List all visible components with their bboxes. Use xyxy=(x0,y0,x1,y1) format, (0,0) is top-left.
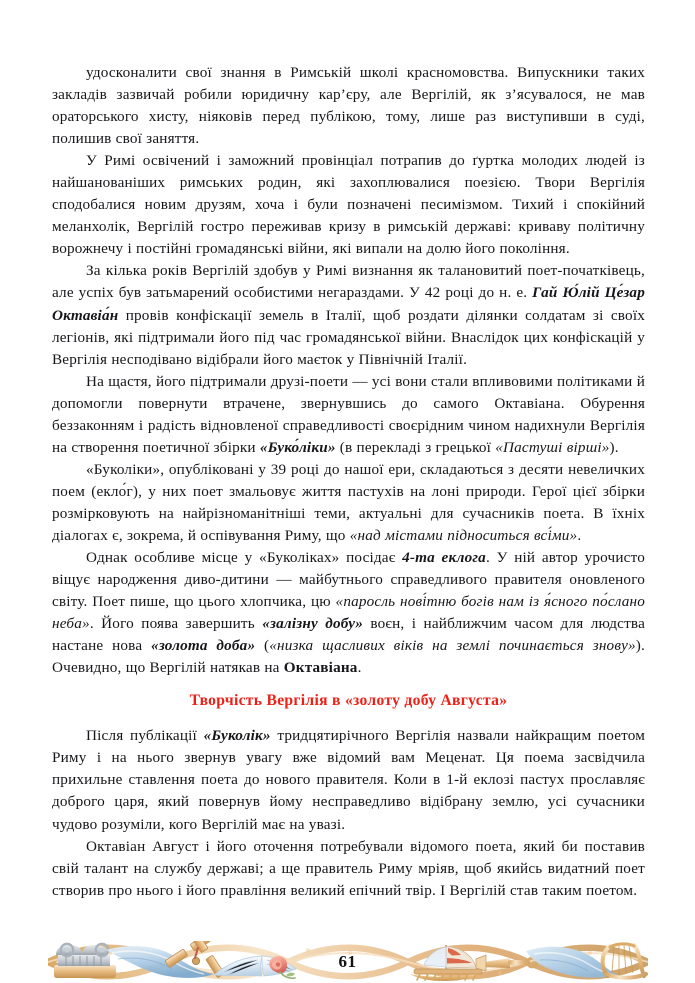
emphasis-golden-age: «золота доба» xyxy=(151,637,256,655)
emphasis-octavian-full-name: Гай Ю́лій Це́зар Октавіа́н xyxy=(52,284,645,324)
paragraph-6 xyxy=(52,547,645,679)
paragraph-7-tail: тридцятирічного Вергілія назвали найкращим поетом Риму і на нього звернув увагу вже відомий вам Меценат. Ця поема засвідчила прихильне ставлення поета до нового правителя. Коли в 1-й еклозі пастух прославляє доброго царя, який повернув йому несправедливо відібрану землю, усі сучасники чудово розуміли, кого Вергілій має на увазі. xyxy=(52,727,646,833)
paragraph-7 xyxy=(52,725,645,835)
emphasis-bucolics-genitive: «Буколік» xyxy=(203,727,271,745)
emphasis-bucolics-title: «Буко́ліки» xyxy=(259,438,336,456)
emphasis-rome-quote: «над містами підноситься всі́ми» xyxy=(349,526,578,544)
paragraph-6-tail2: . xyxy=(357,659,362,677)
emphasis-fourth-eclogue: 4-та еклога xyxy=(402,549,486,567)
paragraph-4-mid: (в перекладі з грецької xyxy=(335,438,496,456)
paragraph-3-tail: провів конфіскації земель в Італії, щоб роздати ділянки солдатам зі своїх легіонів, які підтримали його під час громадянської війни. Внаслідок цих конфіскацій у Вергілія несподівано відібрали його маєток у Північній Італії. xyxy=(52,306,645,368)
emphasis-octavian: Октавіана xyxy=(283,659,358,677)
paragraph-1: удосконалити свої знання в Римській школі красномовства. Випускники таких закладів зазвичай робили юридичну кар’єру, але Вергілій, як з’ясувалося, не мав ораторського хисту, ніяковів перед публікою, тому, лише раз виступивши в суді, полишив свої заняття. xyxy=(52,64,645,148)
paragraph-4 xyxy=(52,371,645,459)
paragraph-6-mid: . У ній автор урочисто віщує народження диво-дитини — майбутнього справедливого правителя оновленого світу. Поет пише, що цього хлопчика, цю xyxy=(52,549,645,611)
section-heading: Творчість Вергілія в «золоту добу Августа» xyxy=(189,692,508,710)
paragraph-6-lead: Однак особливе місце у «Буколіках» посідає xyxy=(86,549,403,567)
paragraph-4-tail: ). xyxy=(609,438,619,456)
footer-ornament xyxy=(48,941,648,983)
paragraph-2: У Римі освічений і заможний провінціал потрапив до ґуртка молодих людей із найшанованіших римських родин, які захоплювалися поезією. Твори Вергілія сподобалися новим друзям, хоча і були позначені песимізмом. Тихий і спокійний меланхолік, Вергілій гостро переживав кризу в римській державі: криваву політичну ворожнечу і постійні громадянські війни, які випали на долю його покоління. xyxy=(52,152,645,258)
emphasis-offspring-quote: «паросль нові́тню богів нам із я́сного по́слано неба» xyxy=(52,593,646,633)
paragraph-6-mid2: . Його поява завершить xyxy=(89,615,263,633)
text-column xyxy=(52,62,645,902)
paragraph-4-lead: На щастя, його підтримали друзі-поети — усі вони стали впливовими політиками й допомогли повернути втрачене, звернувшись до самого Октавіана. Обурення беззаконням і радість відновленої справедливості своєрідним чином надихнули Вергілія на створення поетичної збірки xyxy=(52,372,645,456)
paragraph-7-lead: Після публікації xyxy=(86,727,204,745)
paragraph-5 xyxy=(52,459,645,547)
emphasis-iron-age: «залізну добу» xyxy=(262,615,363,633)
emphasis-happy-ages-quote: «низка щасливих віків на землі починається знову» xyxy=(269,637,636,655)
paragraph-5-lead: «Буколіки», опубліковані у 39 році до нашої ери, складаються з десяти невеличких поем (екло́г), у них поет змальовує життя пастухів на лоні природи. Герої цієї збірки розмірковують на найрізноманітніші теми, актуальні для сучасників поета. В їхніх діалогах є, зокрема, й оспівування Риму, що xyxy=(52,460,645,544)
paragraph-3-lead: За кілька років Вергілій здобув у Римі визнання як талановитий поет-початківець, але успіх був затьмарений особистими негараздами. У 42 році до н. е. xyxy=(52,262,645,302)
page-number: 61 xyxy=(338,952,357,971)
paragraph-3 xyxy=(52,260,645,370)
paragraph-6-tail: ). Очевидно, що Вергілій натякав на xyxy=(52,637,646,677)
paragraph-6-mid4: ( xyxy=(255,637,270,655)
paragraph-5-tail: . xyxy=(577,526,582,544)
paragraph-8: Октавіан Август і його оточення потребували відомого поета, який би поставив свій талант на службу державі; а ще правитель Риму мріяв, щоб якийсь видатний поет створив про нього і його правління великий епічний твір. І Вергілій став таким поетом. xyxy=(52,837,645,899)
paragraph-6-mid3: воєн, і найближчим часом для людства настане нова xyxy=(52,615,645,655)
emphasis-shepherd-poems-title: «Пастуші вірші» xyxy=(495,438,610,456)
